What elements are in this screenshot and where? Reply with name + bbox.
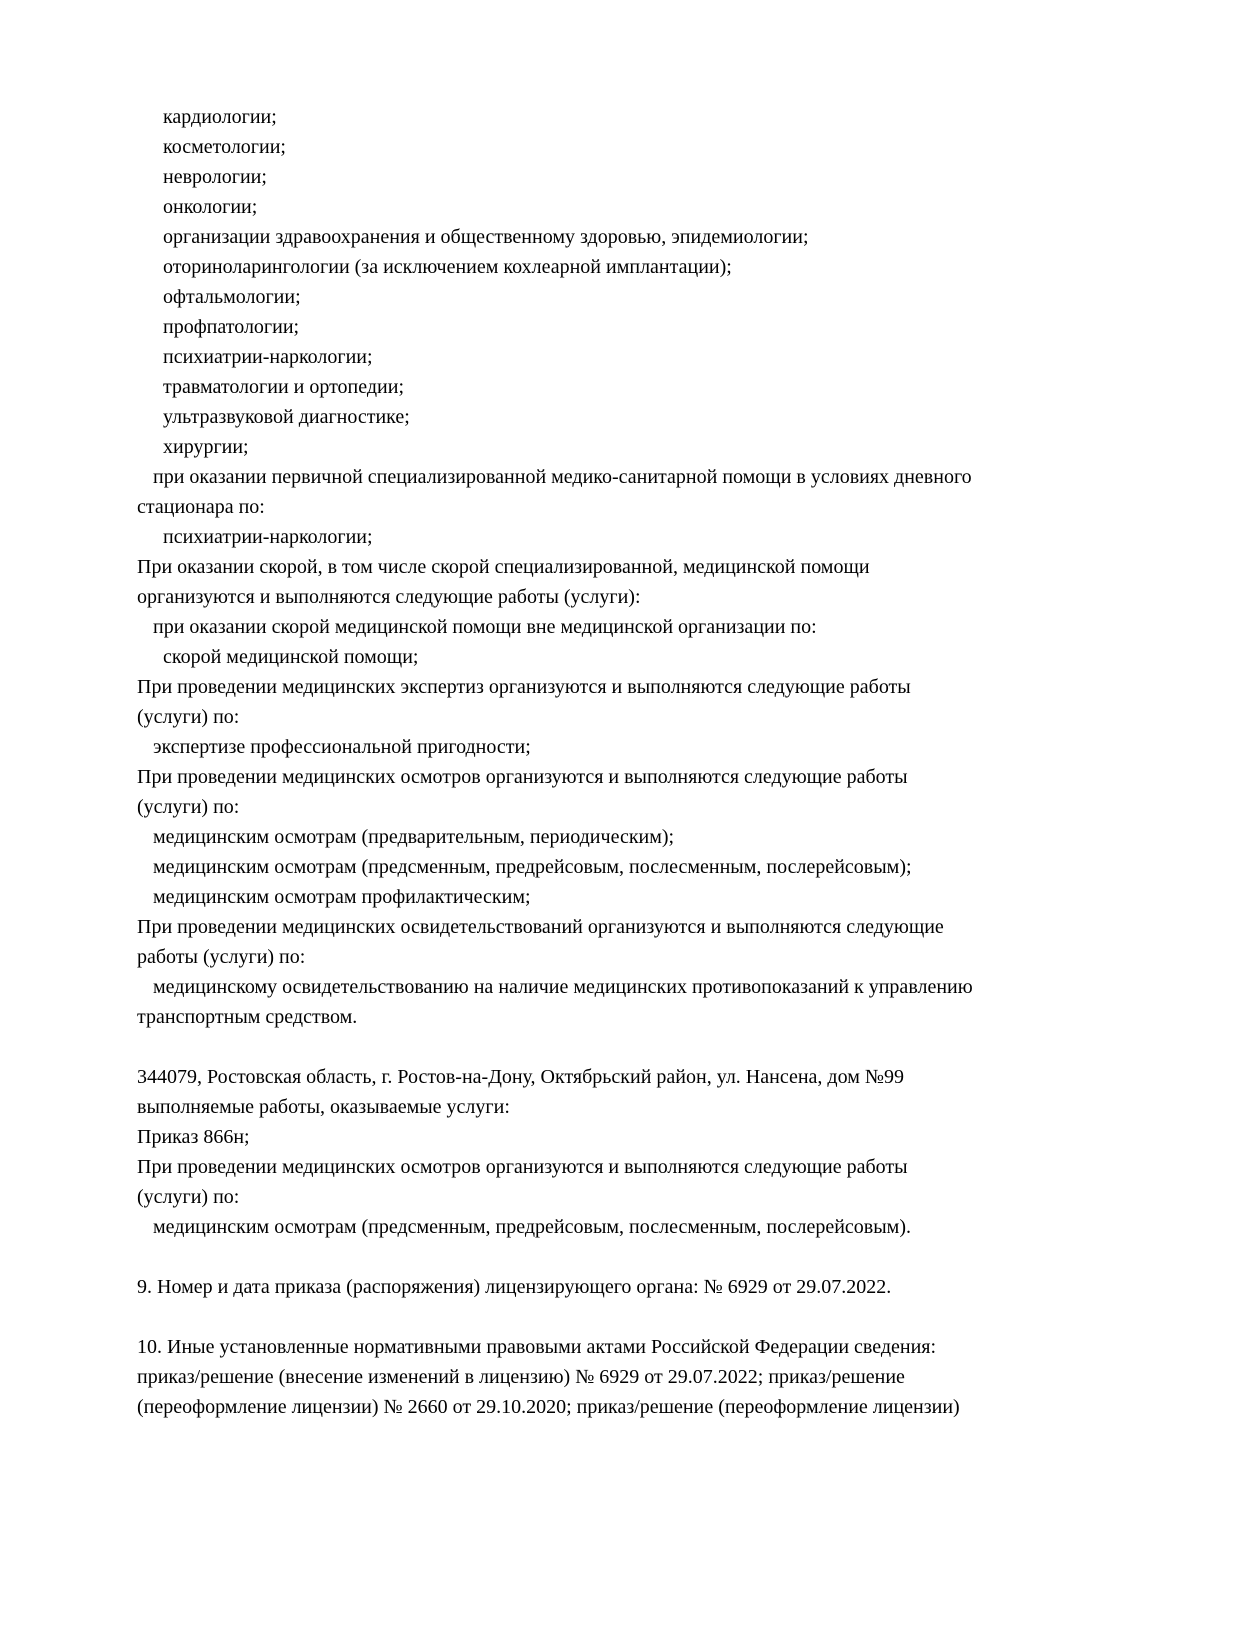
text-line: 9. Номер и дата приказа (распоряжения) лицензирующего органа: № 6929 от 29.07.2022. <box>137 1276 892 1298</box>
text-line: При проведении медицинских осмотров организуются и выполняются следующие работы <box>137 1156 908 1178</box>
text-line: при оказании первичной специализированной медико-санитарной помощи в условиях дневного <box>153 466 972 488</box>
text-line: медицинским осмотрам профилактическим; <box>153 886 531 908</box>
text-line: (услуги) по: <box>137 1186 240 1208</box>
text-line: При оказании скорой, в том числе скорой специализированной, медицинской помощи <box>137 556 870 578</box>
text-line: (услуги) по: <box>137 706 240 728</box>
text-line: При проведении медицинских экспертиз организуются и выполняются следующие работы <box>137 676 911 698</box>
text-line: транспортным средством. <box>137 1006 358 1028</box>
text-line: (услуги) по: <box>137 796 240 818</box>
text-line: онкологии; <box>163 196 258 218</box>
text-line: кардиологии; <box>163 106 277 128</box>
text-line: организуются и выполняются следующие работы (услуги): <box>137 586 641 608</box>
text-line: психиатрии-наркологии; <box>163 526 373 548</box>
text-line: медицинским осмотрам (предсменным, предрейсовым, послесменным, послерейсовым); <box>153 856 912 878</box>
text-line: стационара по: <box>137 496 265 518</box>
text-line: профпатологии; <box>163 316 300 338</box>
text-line: психиатрии-наркологии; <box>163 346 373 368</box>
text-line: Приказ 866н; <box>137 1126 250 1148</box>
text-line: оториноларингологии (за исключением кохлеарной имплантации); <box>163 256 732 278</box>
blank-line <box>137 1242 1147 1272</box>
text-line: медицинским осмотрам (предсменным, предрейсовым, послесменным, послерейсовым). <box>153 1216 911 1238</box>
text-line: экспертизе профессиональной пригодности; <box>153 736 531 758</box>
text-line: при оказании скорой медицинской помощи вне медицинской организации по: <box>153 616 817 638</box>
text-line: выполняемые работы, оказываемые услуги: <box>137 1096 510 1118</box>
blank-line <box>137 1032 1147 1062</box>
text-line: неврологии; <box>163 166 267 188</box>
text-line: При проведении медицинских осмотров организуются и выполняются следующие работы <box>137 766 908 788</box>
document-text-block <box>137 102 1147 1422</box>
text-line: скорой медицинской помощи; <box>163 646 419 668</box>
blank-line <box>137 1302 1147 1332</box>
text-line: офтальмологии; <box>163 286 301 308</box>
text-line: При проведении медицинских освидетельствований организуются и выполняются следующие <box>137 916 944 938</box>
text-line: 10. Иные установленные нормативными правовыми актами Российской Федерации сведения: <box>137 1336 937 1358</box>
text-line: организации здравоохранения и общественному здоровью, эпидемиологии; <box>163 226 809 248</box>
text-line: хирургии; <box>163 436 249 458</box>
text-line: 344079, Ростовская область, г. Ростов-на-Дону, Октябрьский район, ул. Нансена, дом №99 <box>137 1066 904 1088</box>
text-line: (переоформление лицензии) № 2660 от 29.10.2020; приказ/решение (переоформление лицензии) <box>137 1396 960 1418</box>
text-line: работы (услуги) по: <box>137 946 306 968</box>
text-line: медицинским осмотрам (предварительным, периодическим); <box>153 826 675 848</box>
text-line: косметологии; <box>163 136 286 158</box>
text-line: ультразвуковой диагностике; <box>163 406 410 428</box>
text-line: медицинскому освидетельствованию на наличие медицинских противопоказаний к управлению <box>153 976 973 998</box>
text-line: травматологии и ортопедии; <box>163 376 405 398</box>
text-line: приказ/решение (внесение изменений в лицензию) № 6929 от 29.07.2022; приказ/решение <box>137 1366 905 1388</box>
